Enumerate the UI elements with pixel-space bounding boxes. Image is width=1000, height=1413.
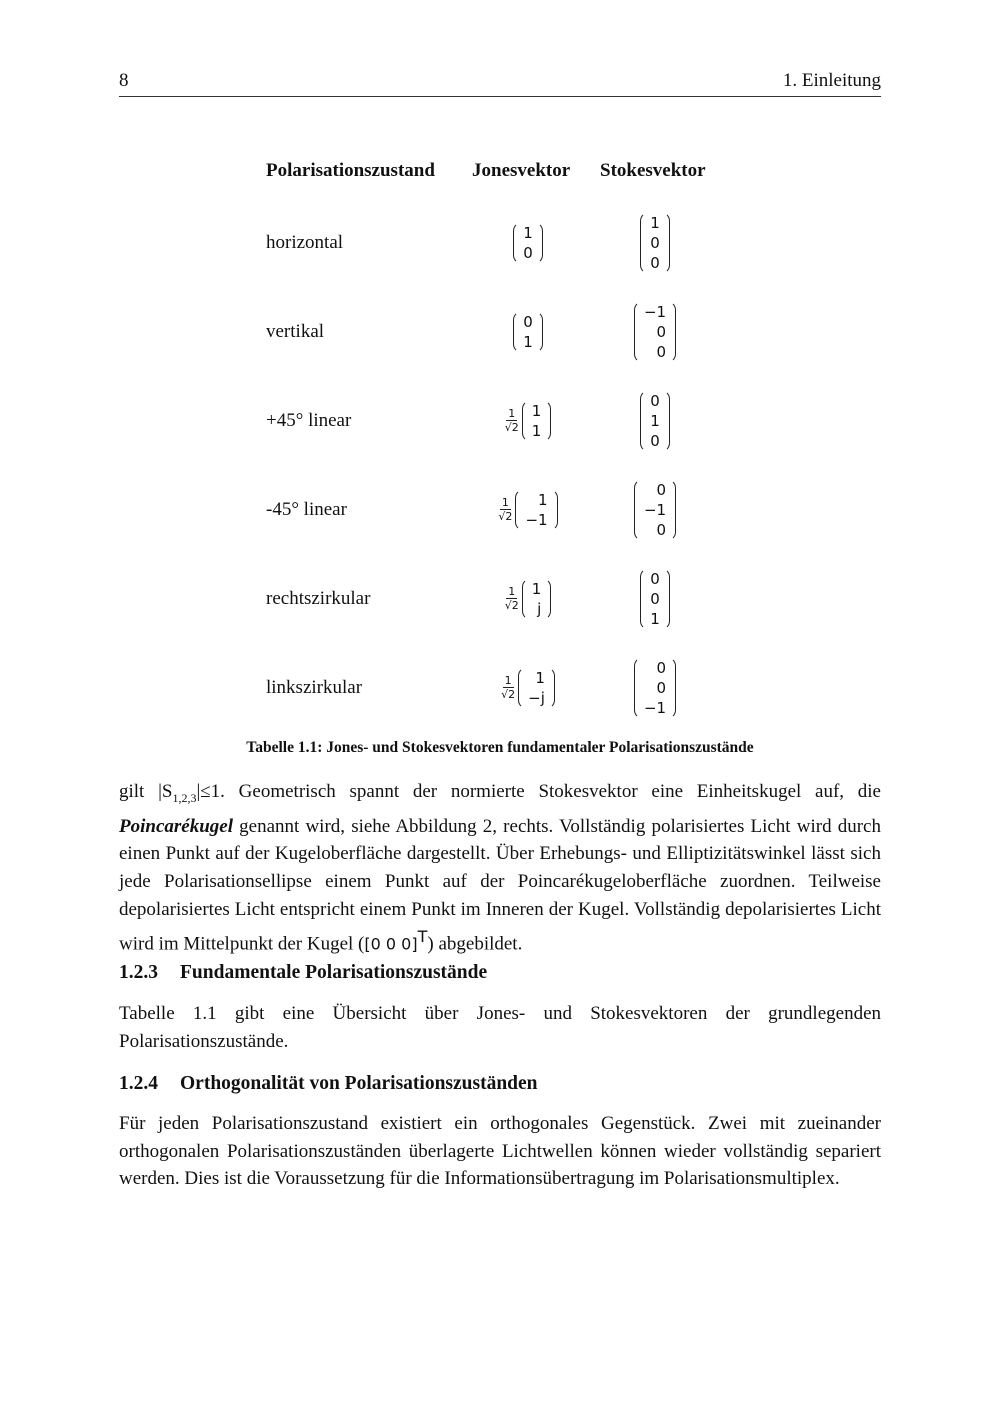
vector-entry: 0: [656, 342, 667, 361]
stokes-vector: [592, 198, 718, 287]
vector-entry: 1: [535, 668, 545, 687]
jones-vector: [464, 376, 592, 465]
section-heading: 1.2.3 Fundamentale Polarisationszustände: [119, 962, 488, 983]
vector-entry: 0: [656, 480, 667, 499]
emphasized-term: Poincarékugel: [119, 815, 233, 837]
state-name: vertikal: [266, 320, 325, 342]
table-row: [258, 376, 718, 465]
state-name: linkszirkular: [266, 676, 363, 698]
vector-entry: 1: [531, 579, 542, 598]
vector-entry: j: [537, 599, 542, 618]
jones-vector: [464, 287, 592, 376]
state-name: +45° linear: [266, 409, 352, 431]
vector-entry: 0: [650, 569, 660, 588]
page-number: 8: [119, 70, 129, 91]
vector-entry: −1: [643, 302, 667, 321]
math-vector: [0 0 0]: [364, 934, 418, 954]
table-row: [258, 465, 718, 554]
vector-entry: 0: [656, 678, 667, 697]
polarization-table: [258, 154, 718, 732]
vector-entry: 0: [650, 431, 660, 450]
vector-entry: −j: [528, 688, 545, 707]
vector-entry: −1: [643, 500, 667, 519]
table-caption: Tabelle 1.1: Jones- und Stokesvektoren fundamentaler Polarisationszustände: [246, 739, 754, 756]
vector-entry: 0: [523, 243, 533, 262]
vector-entry: 0: [650, 253, 660, 272]
page-header: [119, 70, 881, 97]
body-paragraph: gilt $|S_{1,2,3}|\le 1$. Geometrisch spannt der normierte Stokesvektor eine Einheitskugel auf, die Poincarékugel genannt wird, siehe Abbildung 2, rechts. Vollständig polarisiertes Licht wird durch einen Punkt auf der Kugeloberfläche dargestellt. Über Erhebungs- und Elliptizitätswinkel lässt sich jede Polarisationsellipse einem Punkt auf der Poincarékugeloberfläche zuordnen. Teilweise depolarisiertes Licht entspricht einem Punkt im Inneren der Kugel. Vollständig depolarisiertes Licht wird im Mittelpunkt der Kugel ([0 0 0]$^T$) abgebildet.: [119, 781, 881, 955]
vector-entry: 0: [656, 520, 667, 539]
vector-entry: 1: [523, 223, 533, 242]
jones-vector: [464, 554, 592, 643]
vector-entry: 0: [650, 589, 660, 608]
jones-vector: [464, 198, 592, 287]
normalization-fraction: $\frac{1}{√2}$: [504, 584, 519, 612]
section-heading: 1.2.4 Orthogonalität von Polarisationszuständen: [119, 1073, 538, 1094]
stokes-vector: [592, 643, 718, 732]
vector-entry: 1: [650, 411, 660, 430]
table-row: [258, 554, 718, 643]
normalization-fraction: $\frac{1}{√2}$: [504, 406, 519, 434]
normalization-fraction: $\frac{1}{√2}$: [501, 673, 516, 701]
body-paragraph: Tabelle 1.1 gibt eine Übersicht über Jones- und Stokesvektoren der grundlegenden Polarisationszustände.: [119, 1003, 881, 1052]
stokes-vector: [592, 287, 718, 376]
vector-entry: 1: [531, 401, 542, 420]
vector-entry: 1: [523, 332, 533, 351]
stokes-vector: [592, 554, 718, 643]
jones-vector: [464, 465, 592, 554]
vector-entry: 1: [531, 421, 542, 440]
state-name: rechtszirkular: [266, 587, 371, 609]
jones-vector: [464, 643, 592, 732]
column-header: Jonesvektor: [472, 160, 571, 181]
vector-entry: 0: [656, 658, 667, 677]
vector-entry: 0: [656, 322, 667, 341]
vector-entry: 1: [650, 609, 660, 628]
vector-entry: −1: [643, 698, 667, 717]
vector-entry: 1: [538, 490, 548, 509]
chapter-title: 1. Einleitung: [782, 70, 881, 91]
table-row: [258, 198, 718, 287]
column-header: Polarisationszustand: [266, 160, 435, 181]
stokes-vector: [592, 465, 718, 554]
vector-entry: 0: [650, 233, 660, 252]
vector-entry: 1: [650, 213, 660, 232]
table-row: [258, 643, 718, 732]
vector-entry: 0: [650, 391, 660, 410]
vector-entry: −1: [525, 510, 548, 529]
normalization-fraction: $\frac{1}{√2}$: [498, 495, 513, 523]
body-paragraph: Für jeden Polarisationszustand existiert ein orthogonales Gegenstück. Zwei mit zueinander orthogonalen Polarisationszuständen überlagerte Lichtwellen können wieder vollständig separiert werden. Dies ist die Voraussetzung für die Informationsübertragung im Polarisationsmultiplex.: [119, 1113, 881, 1190]
state-name: horizontal: [266, 231, 344, 253]
table-row: [258, 287, 718, 376]
vector-entry: 0: [523, 312, 533, 331]
column-header: Stokesvektor: [600, 160, 706, 181]
stokes-vector: [592, 376, 718, 465]
state-name: -45° linear: [266, 498, 347, 520]
